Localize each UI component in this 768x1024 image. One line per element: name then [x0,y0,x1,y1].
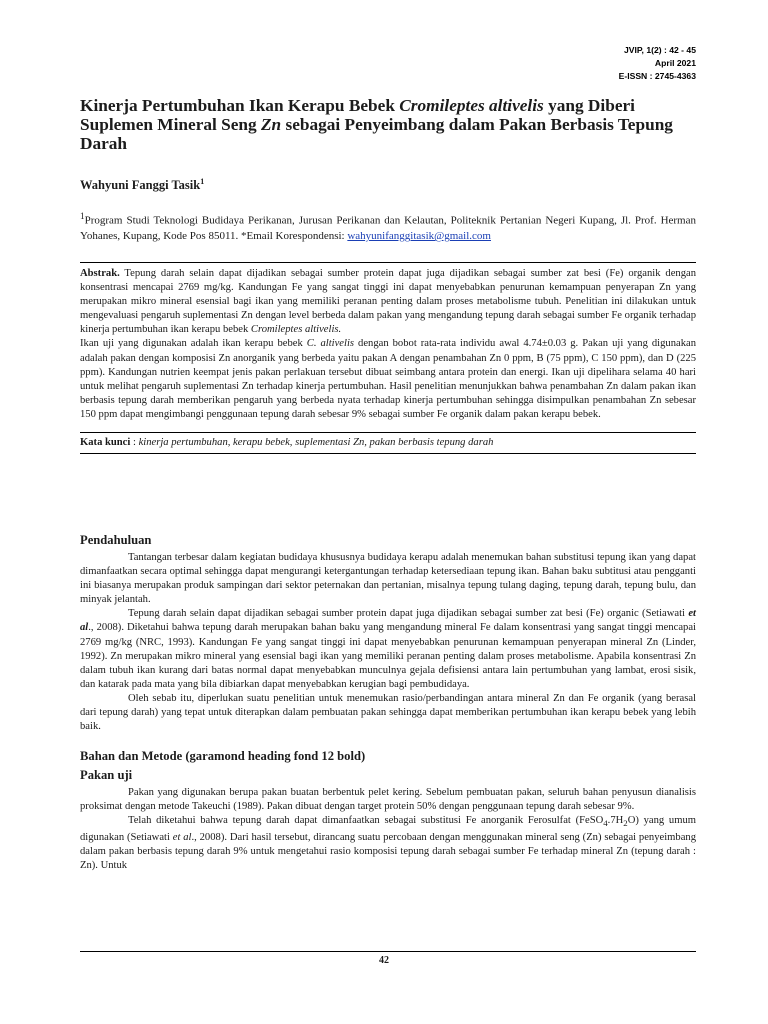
intro-paragraph-3: Oleh sebab itu, diperlukan suatu penelitian untuk menemukan rasio/perbandingan antara mineral Zn dan Fe organik (yang berasal dari tepung darah) yang tepat untuk diterapkan dalam pembuatan pakan sehingga dapat memberikan pertumbuhan ikan kerapu bebek yang lebih baik. [80,692,696,733]
intro-paragraph-2 [80,607,696,692]
title-text-2: yang Diberi Suplemen Mineral Seng [80,96,635,134]
intro-paragraph-1: Tantangan terbesar dalam kegiatan budidaya khususnya budidaya kerapu adalah menemukan bahan substitusi tepung ikan yang dapat dimanfaatkan secara optimal sehingga dapat mengurangi ketergantungan terhadap ketersediaan tepung ikan. Bahan baku subtitusi atau pengganti ini biasanya merupakan produk sampingan dari sektor peternakan dan pertanian, misalnya tepung tulang daging, tepung darah, tepung bulu, dan minyak jelantah. [80,552,696,606]
page-number: 42 [379,955,389,966]
abstract-paragraph-1 [80,267,696,337]
abstract-section [80,262,696,454]
title-text-3: sebagai Penyeimbang dalam Pakan Berbasis Tepung Darah [80,115,673,153]
journal-date: April 2021 [654,58,696,68]
paper-title [80,96,698,153]
affiliation-text: Program Studi Teknologi Budidaya Perikanan, Jurusan Perikanan dan Kelautan, Politeknik Pertanian Negeri Kupang, Jl. Prof. Herman Yohanes, Kupang, Kode Pos 85011. *Email Korespondensi: [80,214,696,243]
keywords-label: Kata kunci [80,437,131,449]
abstract-body [80,267,696,422]
journal-issn: E-ISSN : 2745-4363 [618,71,696,81]
section-gap [80,734,696,748]
methods-p2-etal: et al [172,831,192,843]
abstract-species-1: Cromileptes altivelis. [250,324,342,336]
methods-p2-subscript-2: 2 [623,818,628,829]
title-text-1: Kinerja Pertumbuhan Ikan Kerapu Bebek [80,96,400,115]
methods-p2-text-a: Telah diketahui bahwa tepung darah dapat dimanfaatkan sebagai substitusi Fe anorganik Ferosulfat (FeSO [128,815,604,827]
abstract-label: Abstrak. [80,268,120,279]
methods-paragraph-1: Pakan yang digunakan berupa pakan buatan berbentuk pelet kering. Sebelum pembuatan pakan, seluruh bahan penyusun dianalisis proksimat dengan metode Takeuchi (1989). Pakan dibuat dengan target protein 50% dengan penggunaan tepung darah sebesar 9%. [80,787,696,813]
abstract-text-1: Tepung darah selain dapat dijadikan sebagai sumber protein dapat juga dijadikan sebagai sumber zat besi (Fe) organik dengan konsentrasi mencapai 2769 mg/kg. Kandungan Fe yang sangat tinggi ini dapat menyebabkan penurunan kemampuan penyerapan Zn yang merupakan mikro mineral esensial bagi ikan yang memiliki peranan penting dalam proses metabolisme tubuh. Penelitian ini dilakukan untuk mengevaluasi pengaruh suplementasi Zn dengan level berbeda dalam pakan yang mengandung tepung darah sebagai sumber Fe organik terhadap kinerja pertumbuhan ikan kerapu bebek [80,268,696,336]
methods-paragraph-2 [80,814,696,872]
author-name [80,177,204,193]
journal-header [619,44,696,83]
keywords-separator: : [130,437,139,449]
intro-p2-text-b: ., 2008). Diketahui bahwa tepung darah merupakan bahan baku yang mengandung mineral Fe dalam konsentrasi yang sangat tinggi mencapai 2769 mg/kg (NRC, 1993). Kandungan Fe yang sangat tinggi ini dapat menyebabkan penurunan kemampuan penyerapan mineral Zn (Linder, 1992). Zn merupakan mikro mineral yang esensial bagi ikan yang memiliki peranan penting dalam proses metabolisme. Apabila konsentrasi Zn dalam tubuh ikan kurang dari batas normal dapat menyebabkan munculnya gejala defisiensi antara lain pertumbuhan yang lambat, erosi sisik, dan katarak pada mata yang bila dibiarkan dapat menyebabkan kerugian bagi pembudidaya. [80,622,696,690]
methods-p2-text-d: ., 2008). Dari hasil tersebut, dirancang suatu percobaan dengan menggunakan mineral seng (Zn) sebagai penyeimbang dalam pakan berbasis tepung darah 9% untuk mengetahui rasio komposisi tepung darah sebagai sumber Fe terhadap mineral Zn (tepung darah : Zn). Untuk [80,831,697,871]
methods-p2-text-c: O) yang umum digunakan (Setiawati [80,815,696,843]
title-zn: Zn [260,115,282,134]
journal-citation: JVIP, 1(2) : 42 - 45 [624,45,696,55]
intro-p2-etal: et al [80,608,696,634]
abstract-species-2: C. altivelis [306,338,355,350]
author-name-text: Wahyuni Fanggi Tasik [80,178,201,193]
keywords-text: kinerja pertumbuhan, kerapu bebek, suplementasi Zn, pakan berbasis tepung darah [138,437,494,449]
title-species: Cromileptes altivelis [399,96,544,115]
section-heading-introduction: Pendahuluan [80,533,152,547]
abstract-text-2: Ikan uji yang digunakan adalah ikan kerapu bebek [80,338,307,350]
section-heading-methods: Bahan dan Metode (garamond heading fond 12 bold) [80,749,366,764]
keywords-row [80,432,696,454]
affiliation [80,209,696,245]
intro-p2-text-a: Tepung darah selain dapat dijadikan sebagai sumber protein dapat juga dijadikan sebagai sumber zat besi (Fe) organic (Setiawati [128,608,689,620]
methods-p2-subscript-1: 4 [603,818,608,829]
author-superscript: 1 [200,177,205,186]
methods-p2-text-b: .7H [607,815,624,827]
abstract-paragraph-2 [80,337,696,422]
footer-divider [80,951,696,952]
abstract-text-3: dengan bobot rata-rata individu awal 4.74±0.03 g. Pakan uji yang digunakan adalah pakan dengan komposisi Zn anorganik yang berbeda yaitu pakan A dengan penambahan Zn 0 ppm, B (75 ppm), C 150 ppm), dan D (225 ppm). Kandungan nutrien keempat jenis pakan perlakuan tersebut dibuat seimbang antara protein dan energi. Ikan uji dipelihara selama 40 hari untuk melihat pengaruh suplementasi Zn terhadap kinerja pertumbuhan. Hasil penelitian menunjukkan bahwa penambahan Zn dalam pakan ikan berbasis tepung darah memberikan pengaruh yang berbeda nyata terhadap kinerja pertumbuhan sehingga disimpulkan penambahan Zn sebesar 150 ppm dapat mengimbangi penggunaan tepung darah sebesar 9% sebagai sumber Fe organik dalam pakan kerapu bebek. [80,338,697,420]
affiliation-superscript: 1 [80,211,85,221]
main-body [80,532,696,873]
subsection-heading-pakan-uji: Pakan uji [80,768,133,783]
author-email-link[interactable]: wahyunifanggitasik@gmail.com [347,230,491,243]
